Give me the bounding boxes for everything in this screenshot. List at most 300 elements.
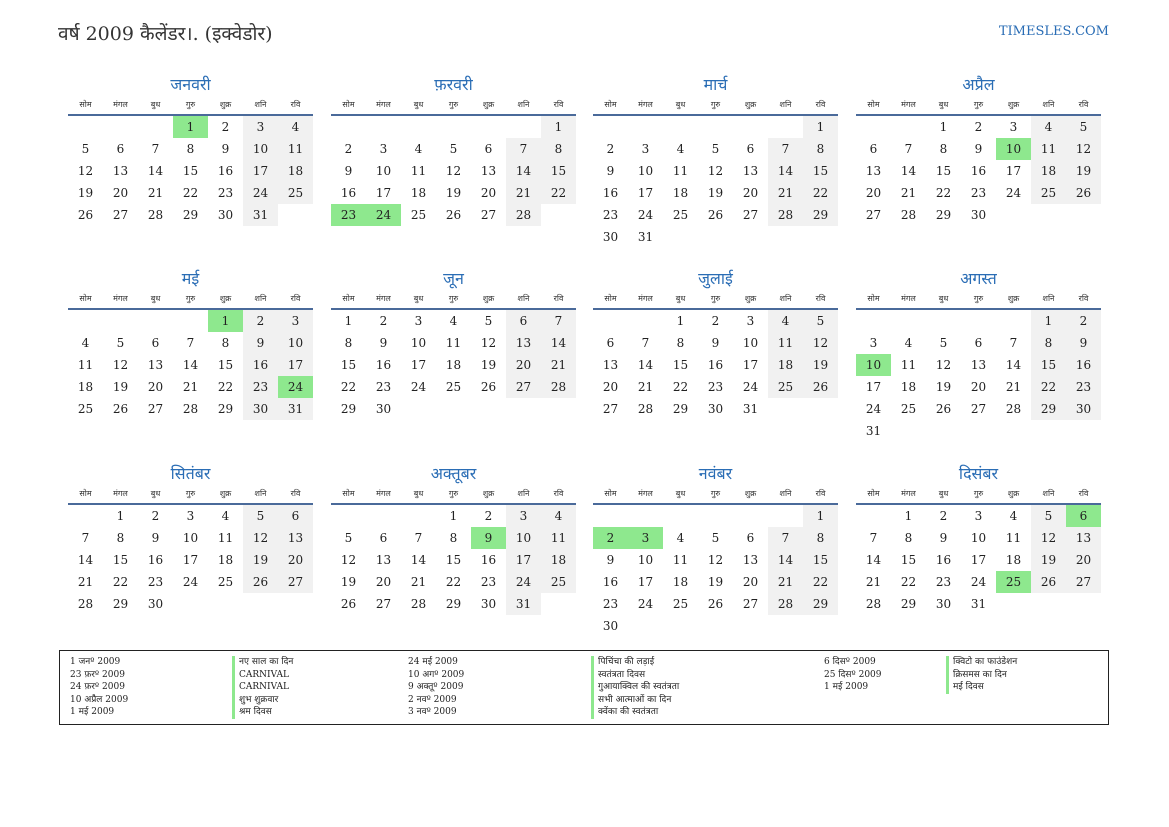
- weekend-day: 19: [1031, 549, 1066, 571]
- day-cell: 16: [602, 186, 619, 200]
- day-cell: 16: [217, 164, 234, 178]
- week-row: [68, 593, 313, 615]
- weekday-label: शुक्र: [219, 100, 232, 109]
- holiday-day: 9: [471, 527, 506, 549]
- week-row: [331, 310, 576, 332]
- empty-cell: [471, 116, 506, 138]
- week-row: [593, 226, 838, 248]
- weekend-day: 31: [506, 593, 541, 615]
- day-cell: 29: [112, 597, 129, 611]
- day-cell: 1: [116, 509, 125, 523]
- month-block: [593, 461, 838, 637]
- day-cell: 19: [480, 358, 497, 372]
- weekday-label: सोम: [342, 100, 355, 109]
- day-cell: 21: [77, 575, 94, 589]
- day-cell: 21: [637, 380, 654, 394]
- empty-cell: [768, 226, 803, 248]
- weekday-label: रवि: [553, 489, 564, 498]
- weekend-day: 26: [1066, 182, 1101, 204]
- day-cell: 26: [340, 597, 357, 611]
- day-cell: 13: [742, 553, 759, 567]
- weekend-day: 6: [506, 310, 541, 332]
- weekend-day: 26: [803, 376, 838, 398]
- weekday-header: [331, 487, 576, 505]
- day-cell: 13: [865, 164, 882, 178]
- empty-cell: [891, 420, 926, 442]
- empty-cell: [506, 398, 541, 420]
- day-cell: 21: [865, 575, 882, 589]
- day-cell: 22: [217, 380, 234, 394]
- week-row: [68, 527, 313, 549]
- day-cell: 9: [606, 553, 615, 567]
- day-cell: 28: [1005, 402, 1022, 416]
- day-cell: 21: [147, 186, 164, 200]
- day-cell: 27: [742, 208, 759, 222]
- weekend-day: 19: [243, 549, 278, 571]
- weekend-day: 21: [768, 182, 803, 204]
- week-row: [856, 593, 1101, 615]
- day-cell: 21: [900, 186, 917, 200]
- month-block: [856, 461, 1101, 615]
- weekday-label: रवि: [815, 489, 826, 498]
- day-cell: 16: [480, 553, 497, 567]
- day-cell: 27: [865, 208, 882, 222]
- empty-cell: [891, 116, 926, 138]
- day-cell: 21: [1005, 380, 1022, 394]
- week-row: [331, 505, 576, 527]
- week-row: [856, 420, 1101, 442]
- weekend-day: 8: [1031, 332, 1066, 354]
- weekday-label: सोम: [342, 294, 355, 303]
- day-cell: 14: [865, 553, 882, 567]
- day-cell: 18: [672, 186, 689, 200]
- empty-cell: [996, 593, 1031, 615]
- weekday-label: मंगल: [901, 100, 916, 109]
- week-row: [593, 310, 838, 332]
- day-cell: 9: [939, 531, 948, 545]
- month-name: जून: [443, 269, 464, 288]
- weekend-day: 10: [278, 332, 313, 354]
- weekday-label: शुक्र: [482, 100, 495, 109]
- day-cell: 17: [1005, 164, 1022, 178]
- day-cell: 5: [81, 142, 90, 156]
- week-row: [593, 332, 838, 354]
- day-cell: 12: [480, 336, 497, 350]
- holiday-date: 9 अक्तूº 2009: [408, 682, 464, 692]
- weekend-day: 28: [768, 593, 803, 615]
- weekend-day: 3: [278, 310, 313, 332]
- weekend-day: 17: [243, 160, 278, 182]
- empty-cell: [173, 310, 208, 332]
- holiday-date: 1 मई 2009: [70, 707, 115, 717]
- holiday-day: 1: [208, 310, 243, 332]
- weekday-label: शुक्र: [744, 294, 757, 303]
- weekend-day: 26: [243, 571, 278, 593]
- week-row: [68, 138, 313, 160]
- day-cell: 16: [375, 358, 392, 372]
- empty-cell: [593, 310, 628, 332]
- day-cell: 3: [746, 314, 755, 328]
- day-cell: 29: [340, 402, 357, 416]
- weekday-label: सोम: [867, 294, 880, 303]
- day-cell: 21: [182, 380, 199, 394]
- month-name: अगस्त: [960, 269, 997, 288]
- day-cell: 29: [182, 208, 199, 222]
- empty-cell: [541, 204, 576, 226]
- day-cell: 12: [112, 358, 129, 372]
- day-cell: 8: [904, 531, 913, 545]
- month-block: [593, 72, 838, 248]
- weekday-label: गुरु: [710, 294, 721, 303]
- weekend-day: 5: [1031, 505, 1066, 527]
- day-cell: 22: [445, 575, 462, 589]
- empty-cell: [768, 505, 803, 527]
- day-cell: 8: [186, 142, 195, 156]
- weekday-label: बुध: [413, 294, 424, 303]
- day-cell: 30: [935, 597, 952, 611]
- month-name: जुलाई: [698, 269, 733, 288]
- week-row: [68, 354, 313, 376]
- day-cell: 1: [676, 314, 685, 328]
- weekday-label: बुध: [938, 489, 949, 498]
- empty-cell: [1066, 593, 1101, 615]
- day-cell: 26: [445, 208, 462, 222]
- weekend-day: 13: [506, 332, 541, 354]
- holiday-date: 25 दिसº 2009: [824, 669, 882, 680]
- weekend-day: 9: [243, 332, 278, 354]
- weekday-header: [856, 292, 1101, 310]
- week-row: [331, 527, 576, 549]
- week-row: [68, 398, 313, 420]
- weekend-day: 2: [1066, 310, 1101, 332]
- day-cell: 5: [711, 531, 720, 545]
- day-cell: 19: [707, 186, 724, 200]
- week-row: [331, 182, 576, 204]
- day-cell: 10: [742, 336, 759, 350]
- week-row: [593, 593, 838, 615]
- day-cell: 18: [1005, 553, 1022, 567]
- weekday-label: गुरु: [973, 294, 984, 303]
- day-cell: 14: [182, 358, 199, 372]
- month-name: अप्रैल: [962, 75, 995, 94]
- weekend-day: 18: [768, 354, 803, 376]
- day-cell: 6: [974, 336, 983, 350]
- day-cell: 20: [480, 186, 497, 200]
- day-cell: 11: [217, 531, 234, 545]
- weekday-header: [593, 487, 838, 505]
- weekend-day: 18: [541, 549, 576, 571]
- holiday-date-column: [70, 656, 128, 719]
- weekend-day: 4: [768, 310, 803, 332]
- day-cell: 12: [935, 358, 952, 372]
- weekend-day: 29: [803, 204, 838, 226]
- empty-cell: [698, 615, 733, 637]
- day-cell: 6: [606, 336, 615, 350]
- week-row: [593, 571, 838, 593]
- day-cell: 9: [379, 336, 388, 350]
- weekend-day: 18: [1031, 160, 1066, 182]
- empty-cell: [401, 398, 436, 420]
- day-cell: 5: [344, 531, 353, 545]
- week-row: [68, 310, 313, 332]
- weekend-day: 6: [278, 505, 313, 527]
- day-cell: 3: [414, 314, 423, 328]
- day-cell: 30: [147, 597, 164, 611]
- empty-cell: [768, 615, 803, 637]
- week-row: [68, 204, 313, 226]
- holiday-date: 10 अगº 2009: [408, 669, 465, 680]
- day-cell: 8: [344, 336, 353, 350]
- day-cell: 4: [1009, 509, 1018, 523]
- empty-cell: [593, 116, 628, 138]
- day-cell: 19: [77, 186, 94, 200]
- week-row: [68, 332, 313, 354]
- month-block: [68, 266, 313, 420]
- day-cell: 1: [939, 120, 948, 134]
- weekend-day: 28: [541, 376, 576, 398]
- month-name: मई: [181, 269, 200, 288]
- day-cell: 25: [672, 597, 689, 611]
- weekday-header: [331, 98, 576, 116]
- day-cell: 30: [217, 208, 234, 222]
- day-cell: 18: [445, 358, 462, 372]
- day-cell: 30: [970, 208, 987, 222]
- week-row: [856, 204, 1101, 226]
- day-cell: 14: [900, 164, 917, 178]
- weekend-day: 23: [243, 376, 278, 398]
- month-block: [68, 461, 313, 615]
- day-cell: 25: [900, 402, 917, 416]
- weekend-day: 16: [1066, 354, 1101, 376]
- weekend-day: 11: [768, 332, 803, 354]
- week-row: [331, 332, 576, 354]
- weekend-day: 10: [243, 138, 278, 160]
- week-row: [593, 549, 838, 571]
- day-cell: 17: [742, 358, 759, 372]
- weekday-label: मंगल: [113, 489, 128, 498]
- day-cell: 23: [217, 186, 234, 200]
- week-row: [331, 549, 576, 571]
- month-block: [331, 72, 576, 226]
- day-cell: 29: [900, 597, 917, 611]
- day-cell: 3: [869, 336, 878, 350]
- weekday-label: गुरु: [448, 100, 459, 109]
- day-cell: 2: [939, 509, 948, 523]
- weekday-label: शनि: [1042, 294, 1055, 303]
- day-cell: 18: [410, 186, 427, 200]
- week-row: [593, 527, 838, 549]
- empty-cell: [436, 398, 471, 420]
- day-cell: 18: [217, 553, 234, 567]
- weekday-label: शनि: [254, 294, 267, 303]
- weekday-label: बुध: [938, 294, 949, 303]
- weekday-label: सोम: [604, 489, 617, 498]
- empty-cell: [103, 116, 138, 138]
- day-cell: 7: [904, 142, 913, 156]
- brand-link[interactable]: TIMESLES.COM: [998, 24, 1109, 39]
- weekend-day: 23: [1066, 376, 1101, 398]
- day-cell: 19: [112, 380, 129, 394]
- month-name: दिसंबर: [958, 464, 999, 483]
- empty-cell: [628, 310, 663, 332]
- day-cell: 27: [480, 208, 497, 222]
- weekday-header: [856, 98, 1101, 116]
- day-cell: 6: [116, 142, 125, 156]
- day-cell: 4: [676, 142, 685, 156]
- week-row: [856, 527, 1101, 549]
- day-cell: 12: [77, 164, 94, 178]
- day-cell: 23: [970, 186, 987, 200]
- empty-cell: [1031, 420, 1066, 442]
- empty-cell: [68, 505, 103, 527]
- day-cell: 17: [865, 380, 882, 394]
- empty-cell: [803, 615, 838, 637]
- month-name: फ़रवरी: [434, 75, 473, 94]
- holiday-name-column: [591, 656, 679, 719]
- empty-cell: [401, 116, 436, 138]
- day-cell: 5: [116, 336, 125, 350]
- day-cell: 11: [672, 553, 689, 567]
- holiday-date: 23 फ़रº 2009: [70, 669, 125, 680]
- day-cell: 18: [672, 575, 689, 589]
- weekend-day: 14: [768, 160, 803, 182]
- weekend-day: 16: [243, 354, 278, 376]
- week-row: [856, 354, 1101, 376]
- day-cell: 13: [375, 553, 392, 567]
- empty-cell: [663, 505, 698, 527]
- weekend-day: 17: [506, 549, 541, 571]
- day-cell: 15: [900, 553, 917, 567]
- day-cell: 11: [77, 358, 94, 372]
- weekend-day: 3: [506, 505, 541, 527]
- weekend-day: 21: [506, 182, 541, 204]
- empty-cell: [663, 226, 698, 248]
- weekday-label: मंगल: [638, 294, 653, 303]
- day-cell: 23: [707, 380, 724, 394]
- weekday-label: शुक्र: [744, 489, 757, 498]
- weekday-label: रवि: [815, 100, 826, 109]
- week-row: [68, 160, 313, 182]
- day-cell: 24: [865, 402, 882, 416]
- empty-cell: [173, 593, 208, 615]
- day-cell: 22: [935, 186, 952, 200]
- weekend-day: 8: [803, 138, 838, 160]
- day-cell: 22: [182, 186, 199, 200]
- weekend-day: 3: [243, 116, 278, 138]
- day-cell: 15: [112, 553, 129, 567]
- week-row: [331, 593, 576, 615]
- weekday-label: गुरु: [185, 294, 196, 303]
- day-cell: 4: [414, 142, 423, 156]
- day-cell: 17: [182, 553, 199, 567]
- day-cell: 24: [182, 575, 199, 589]
- day-cell: 11: [445, 336, 462, 350]
- weekend-day: 1: [803, 505, 838, 527]
- day-cell: 30: [602, 619, 619, 633]
- week-row: [856, 116, 1101, 138]
- day-cell: 28: [77, 597, 94, 611]
- day-cell: 17: [375, 186, 392, 200]
- weekday-label: शनि: [517, 489, 530, 498]
- weekend-day: 21: [768, 571, 803, 593]
- weekday-label: शुक्र: [482, 489, 495, 498]
- day-cell: 17: [410, 358, 427, 372]
- weekday-label: रवि: [290, 294, 301, 303]
- holiday-date-column: [824, 656, 882, 694]
- empty-cell: [1066, 420, 1101, 442]
- day-cell: 17: [637, 575, 654, 589]
- weekend-day: 25: [278, 182, 313, 204]
- day-cell: 9: [711, 336, 720, 350]
- week-row: [856, 398, 1101, 420]
- week-row: [593, 376, 838, 398]
- day-cell: 21: [410, 575, 427, 589]
- week-row: [856, 138, 1101, 160]
- weekend-day: 4: [278, 116, 313, 138]
- day-cell: 24: [637, 208, 654, 222]
- weekend-day: 22: [803, 571, 838, 593]
- week-row: [856, 571, 1101, 593]
- day-cell: 26: [480, 380, 497, 394]
- month-name: नवंबर: [698, 464, 733, 483]
- empty-cell: [138, 310, 173, 332]
- empty-cell: [436, 116, 471, 138]
- day-cell: 11: [1005, 531, 1022, 545]
- day-cell: 27: [742, 597, 759, 611]
- holiday-date: 3 नवº 2009: [408, 707, 457, 717]
- day-cell: 28: [147, 208, 164, 222]
- day-cell: 26: [935, 402, 952, 416]
- weekday-label: शुक्र: [744, 100, 757, 109]
- weekend-day: 12: [1066, 138, 1101, 160]
- day-cell: 22: [900, 575, 917, 589]
- week-row: [856, 182, 1101, 204]
- week-row: [331, 204, 576, 226]
- day-cell: 30: [480, 597, 497, 611]
- holiday-name: गुआयाक्विल की स्वतंत्रता: [598, 682, 680, 692]
- empty-cell: [961, 310, 996, 332]
- weekday-label: बुध: [150, 489, 161, 498]
- day-cell: 16: [970, 164, 987, 178]
- day-cell: 13: [147, 358, 164, 372]
- weekend-day: 13: [1066, 527, 1101, 549]
- day-cell: 31: [742, 402, 759, 416]
- day-cell: 26: [707, 597, 724, 611]
- weekday-label: मंगल: [638, 100, 653, 109]
- day-cell: 5: [711, 142, 720, 156]
- week-row: [331, 376, 576, 398]
- empty-cell: [243, 593, 278, 615]
- weekday-label: रवि: [1078, 100, 1089, 109]
- day-cell: 25: [77, 402, 94, 416]
- empty-cell: [926, 310, 961, 332]
- holiday-date: 10 अप्रैल 2009: [70, 694, 129, 705]
- week-row: [856, 310, 1101, 332]
- empty-cell: [541, 398, 576, 420]
- day-cell: 7: [186, 336, 195, 350]
- day-cell: 22: [112, 575, 129, 589]
- day-cell: 23: [602, 597, 619, 611]
- empty-cell: [856, 310, 891, 332]
- weekend-day: 20: [278, 549, 313, 571]
- week-row: [68, 571, 313, 593]
- day-cell: 9: [221, 142, 230, 156]
- weekend-day: 5: [803, 310, 838, 332]
- day-cell: 7: [1009, 336, 1018, 350]
- empty-cell: [856, 505, 891, 527]
- holiday-day: 23: [331, 204, 366, 226]
- week-row: [331, 116, 576, 138]
